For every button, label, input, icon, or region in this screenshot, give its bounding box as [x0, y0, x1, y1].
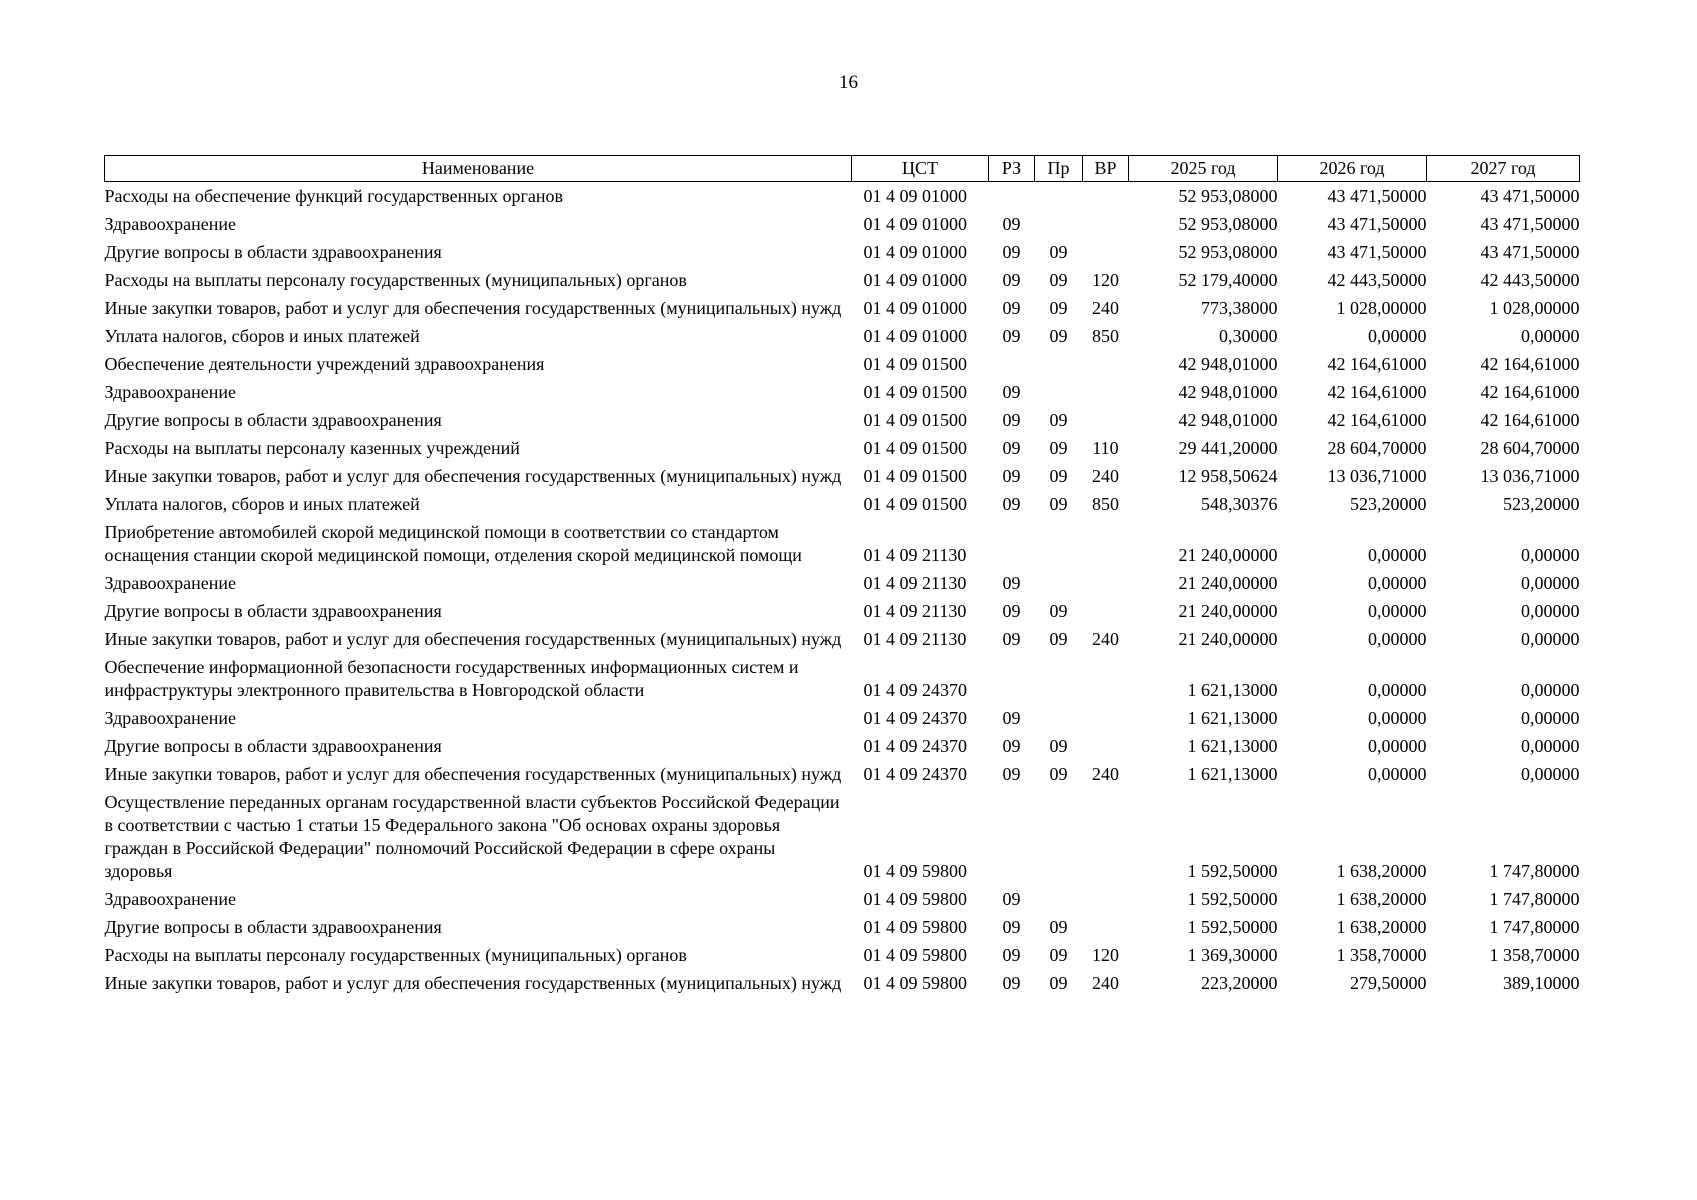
row-rz: 09 [1002, 764, 1021, 784]
row-value-2027: 1 747,80000 [1489, 861, 1580, 881]
row-cst: 01 4 09 24370 [863, 764, 967, 784]
row-value-2027: 42 164,61000 [1480, 382, 1580, 402]
table-row [105, 885, 1580, 913]
budget-table [104, 155, 1580, 997]
row-name: Другие вопросы в области здравоохранения [104, 410, 442, 430]
row-value-2027: 42 164,61000 [1480, 410, 1580, 430]
row-pr: 09 [1049, 601, 1068, 621]
row-value-2025: 773,38000 [1201, 298, 1278, 318]
row-value-2027: 0,00000 [1521, 601, 1580, 621]
row-vr [1083, 406, 1129, 434]
row-pr: 09 [1049, 438, 1068, 458]
row-name: Уплата налогов, сборов и иных платежей [104, 494, 420, 514]
row-value-2025: 21 240,00000 [1178, 573, 1278, 593]
row-value-2026: 43 471,50000 [1327, 186, 1427, 206]
row-name: Другие вопросы в области здравоохранения [104, 917, 442, 937]
table-row [105, 941, 1580, 969]
row-rz [989, 182, 1035, 211]
row-rz: 09 [1002, 736, 1021, 756]
table-row [105, 462, 1580, 490]
row-rz [989, 653, 1035, 704]
row-value-2025: 42 948,01000 [1178, 354, 1278, 374]
row-name: Здравоохранение [104, 382, 237, 402]
row-pr [1035, 885, 1083, 913]
table-row [105, 210, 1580, 238]
row-value-2025: 52 953,08000 [1178, 242, 1278, 262]
row-rz: 09 [1002, 601, 1021, 621]
table-row [105, 653, 1580, 704]
row-vr: 120 [1092, 945, 1119, 965]
row-vr [1083, 518, 1129, 569]
row-vr [1083, 788, 1129, 885]
row-value-2025: 12 958,50624 [1178, 466, 1278, 486]
row-pr [1035, 182, 1083, 211]
row-name: Расходы на выплаты персоналу казенных учреждений [104, 438, 520, 458]
row-pr [1035, 569, 1083, 597]
page-number: 16 [839, 72, 858, 93]
row-name: Здравоохранение [104, 708, 237, 728]
row-value-2026: 42 164,61000 [1327, 410, 1427, 430]
row-cst: 01 4 09 24370 [863, 680, 967, 700]
row-rz: 09 [1002, 573, 1021, 593]
row-cst: 01 4 09 59800 [863, 889, 967, 909]
row-value-2027: 28 604,70000 [1480, 438, 1580, 458]
row-value-2025: 548,30376 [1201, 494, 1278, 514]
row-value-2025: 1 621,13000 [1187, 764, 1278, 784]
row-value-2025: 1 592,50000 [1187, 889, 1278, 909]
row-pr: 09 [1049, 326, 1068, 346]
row-value-2027: 0,00000 [1521, 326, 1580, 346]
row-vr [1083, 597, 1129, 625]
row-pr: 09 [1049, 917, 1068, 937]
row-value-2027: 1 747,80000 [1489, 917, 1580, 937]
row-vr [1083, 732, 1129, 760]
row-value-2027: 0,00000 [1521, 573, 1580, 593]
row-cst: 01 4 09 01500 [863, 466, 967, 486]
row-pr [1035, 518, 1083, 569]
header-name: Наименование [105, 156, 852, 182]
row-vr [1083, 913, 1129, 941]
row-rz [989, 788, 1035, 885]
table-row [105, 732, 1580, 760]
row-name: Здравоохранение [104, 889, 237, 909]
row-rz [989, 350, 1035, 378]
row-cst: 01 4 09 01000 [863, 242, 967, 262]
row-rz: 09 [1002, 214, 1021, 234]
row-pr: 09 [1049, 298, 1068, 318]
row-rz: 09 [1002, 945, 1021, 965]
row-vr [1083, 885, 1129, 913]
row-cst: 01 4 09 01500 [863, 410, 967, 430]
row-value-2026: 1 028,00000 [1336, 298, 1427, 318]
row-rz: 09 [1002, 629, 1021, 649]
row-name: Обеспечение информационной безопасности государственных информационных систем и инфраструктуры электронного правительства в Новгородской области [104, 657, 799, 700]
row-cst: 01 4 09 01500 [863, 354, 967, 374]
table-row [105, 625, 1580, 653]
row-cst: 01 4 09 21130 [863, 601, 967, 621]
row-name: Иные закупки товаров, работ и услуг для обеспечения государственных (муниципальных) нужд [104, 764, 842, 784]
row-pr [1035, 350, 1083, 378]
row-vr: 240 [1092, 973, 1119, 993]
row-cst: 01 4 09 21130 [863, 545, 967, 565]
table-row [105, 238, 1580, 266]
header-2026: 2026 год [1278, 156, 1427, 182]
row-rz: 09 [1002, 973, 1021, 993]
row-pr [1035, 704, 1083, 732]
row-value-2026: 0,00000 [1368, 629, 1427, 649]
row-pr: 09 [1049, 629, 1068, 649]
header-2027: 2027 год [1427, 156, 1580, 182]
row-value-2026: 1 638,20000 [1336, 889, 1427, 909]
row-cst: 01 4 09 01500 [863, 382, 967, 402]
row-value-2025: 223,20000 [1201, 973, 1278, 993]
row-value-2027: 1 747,80000 [1489, 889, 1580, 909]
row-rz: 09 [1002, 917, 1021, 937]
row-vr [1083, 569, 1129, 597]
row-cst: 01 4 09 59800 [863, 861, 967, 881]
header-cst: ЦСТ [852, 156, 989, 182]
row-value-2026: 0,00000 [1368, 680, 1427, 700]
row-name: Приобретение автомобилей скорой медицинской помощи в соответствии со стандартом оснащения станции скорой медицинской помощи, отделения скорой медицинской помощи [104, 522, 802, 565]
row-rz: 09 [1002, 889, 1021, 909]
row-value-2025: 0,30000 [1219, 326, 1278, 346]
row-vr [1083, 210, 1129, 238]
row-value-2027: 0,00000 [1521, 736, 1580, 756]
row-value-2025: 52 953,08000 [1178, 214, 1278, 234]
row-name: Расходы на выплаты персоналу государственных (муниципальных) органов [104, 270, 687, 290]
row-value-2027: 43 471,50000 [1480, 186, 1580, 206]
row-value-2026: 1 638,20000 [1336, 861, 1427, 881]
row-vr [1083, 378, 1129, 406]
row-cst: 01 4 09 01500 [863, 494, 967, 514]
row-value-2025: 1 621,13000 [1187, 708, 1278, 728]
row-rz: 09 [1002, 382, 1021, 402]
row-rz: 09 [1002, 242, 1021, 262]
row-value-2025: 21 240,00000 [1178, 629, 1278, 649]
row-value-2026: 0,00000 [1368, 601, 1427, 621]
row-value-2025: 1 621,13000 [1187, 680, 1278, 700]
table-row [105, 490, 1580, 518]
row-vr: 850 [1092, 494, 1119, 514]
row-pr: 09 [1049, 494, 1068, 514]
table-row [105, 434, 1580, 462]
row-vr [1083, 653, 1129, 704]
row-name: Иные закупки товаров, работ и услуг для обеспечения государственных (муниципальных) нужд [104, 466, 842, 486]
table-row [105, 182, 1580, 211]
row-value-2025: 42 948,01000 [1178, 382, 1278, 402]
row-value-2027: 0,00000 [1521, 764, 1580, 784]
table-row [105, 913, 1580, 941]
row-rz: 09 [1002, 326, 1021, 346]
row-value-2026: 0,00000 [1368, 573, 1427, 593]
row-vr: 240 [1092, 298, 1119, 318]
row-value-2026: 42 164,61000 [1327, 354, 1427, 374]
row-cst: 01 4 09 01000 [863, 326, 967, 346]
row-value-2027: 0,00000 [1521, 545, 1580, 565]
row-value-2025: 29 441,20000 [1178, 438, 1278, 458]
table-header [105, 156, 1580, 182]
row-pr: 09 [1049, 242, 1068, 262]
row-cst: 01 4 09 01000 [863, 270, 967, 290]
header-2025: 2025 год [1129, 156, 1278, 182]
row-pr: 09 [1049, 764, 1068, 784]
row-value-2027: 13 036,71000 [1480, 466, 1580, 486]
row-cst: 01 4 09 01000 [863, 186, 967, 206]
row-cst: 01 4 09 59800 [863, 945, 967, 965]
row-cst: 01 4 09 24370 [863, 708, 967, 728]
row-value-2025: 1 369,30000 [1187, 945, 1278, 965]
table-row [105, 266, 1580, 294]
table-row [105, 350, 1580, 378]
row-value-2025: 1 621,13000 [1187, 736, 1278, 756]
row-rz: 09 [1002, 466, 1021, 486]
row-value-2026: 1 358,70000 [1336, 945, 1427, 965]
row-value-2025: 21 240,00000 [1178, 601, 1278, 621]
row-value-2026: 42 164,61000 [1327, 382, 1427, 402]
row-value-2025: 52 953,08000 [1178, 186, 1278, 206]
row-pr [1035, 378, 1083, 406]
row-pr [1035, 653, 1083, 704]
row-vr: 120 [1092, 270, 1119, 290]
row-value-2027: 1 028,00000 [1489, 298, 1580, 318]
row-value-2026: 13 036,71000 [1327, 466, 1427, 486]
row-value-2026: 0,00000 [1368, 708, 1427, 728]
row-value-2026: 523,20000 [1350, 494, 1427, 514]
row-value-2027: 0,00000 [1521, 708, 1580, 728]
row-vr [1083, 350, 1129, 378]
row-name: Здравоохранение [104, 214, 237, 234]
table-row [105, 322, 1580, 350]
row-value-2027: 43 471,50000 [1480, 242, 1580, 262]
row-value-2025: 1 592,50000 [1187, 917, 1278, 937]
row-rz [989, 518, 1035, 569]
row-vr [1083, 704, 1129, 732]
row-vr [1083, 182, 1129, 211]
row-pr [1035, 210, 1083, 238]
row-name: Иные закупки товаров, работ и услуг для обеспечения государственных (муниципальных) нужд [104, 629, 842, 649]
row-value-2027: 389,10000 [1503, 973, 1580, 993]
row-name: Другие вопросы в области здравоохранения [104, 736, 442, 756]
row-value-2026: 0,00000 [1368, 545, 1427, 565]
row-value-2025: 1 592,50000 [1187, 861, 1278, 881]
row-value-2026: 43 471,50000 [1327, 242, 1427, 262]
row-value-2025: 21 240,00000 [1178, 545, 1278, 565]
row-name: Расходы на обеспечение функций государственных органов [104, 186, 563, 206]
row-pr: 09 [1049, 945, 1068, 965]
row-value-2027: 1 358,70000 [1489, 945, 1580, 965]
row-name: Обеспечение деятельности учреждений здравоохранения [104, 354, 545, 374]
table-row [105, 704, 1580, 732]
row-vr: 240 [1092, 764, 1119, 784]
row-value-2027: 42 164,61000 [1480, 354, 1580, 374]
row-cst: 01 4 09 01500 [863, 438, 967, 458]
table-row [105, 760, 1580, 788]
header-vr: ВР [1083, 156, 1129, 182]
row-vr: 240 [1092, 466, 1119, 486]
row-pr [1035, 788, 1083, 885]
row-vr [1083, 238, 1129, 266]
row-vr: 850 [1092, 326, 1119, 346]
row-pr: 09 [1049, 736, 1068, 756]
table-row [105, 969, 1580, 997]
row-value-2027: 523,20000 [1503, 494, 1580, 514]
table-row [105, 597, 1580, 625]
row-value-2026: 0,00000 [1368, 326, 1427, 346]
table-row [105, 788, 1580, 885]
row-value-2025: 52 179,40000 [1178, 270, 1278, 290]
row-value-2025: 42 948,01000 [1178, 410, 1278, 430]
table-row [105, 569, 1580, 597]
row-value-2026: 0,00000 [1368, 764, 1427, 784]
row-name: Другие вопросы в области здравоохранения [104, 601, 442, 621]
row-cst: 01 4 09 24370 [863, 736, 967, 756]
header-rz: РЗ [989, 156, 1035, 182]
row-value-2026: 0,00000 [1368, 736, 1427, 756]
row-pr: 09 [1049, 973, 1068, 993]
table-row [105, 294, 1580, 322]
row-name: Иные закупки товаров, работ и услуг для обеспечения государственных (муниципальных) нужд [104, 973, 842, 993]
table-row [105, 518, 1580, 569]
table-row [105, 406, 1580, 434]
row-pr: 09 [1049, 270, 1068, 290]
row-rz: 09 [1002, 298, 1021, 318]
row-rz: 09 [1002, 270, 1021, 290]
row-name: Другие вопросы в области здравоохранения [104, 242, 442, 262]
row-vr: 110 [1092, 438, 1119, 458]
row-pr: 09 [1049, 410, 1068, 430]
header-row [105, 156, 1580, 182]
table-row [105, 378, 1580, 406]
row-cst: 01 4 09 59800 [863, 917, 967, 937]
row-value-2026: 279,50000 [1350, 973, 1427, 993]
row-cst: 01 4 09 21130 [863, 573, 967, 593]
row-name: Здравоохранение [104, 573, 237, 593]
row-value-2026: 42 443,50000 [1327, 270, 1427, 290]
table-body [105, 182, 1580, 998]
row-name: Осуществление переданных органам государственной власти субъектов Российской Федерации в соответствии с частью 1 статьи 15 Федерального закона "Об основах охраны здоровья граждан в Российской Федерации" полномочий Российской Федерации в сфере охраны здоровья [104, 792, 840, 881]
row-name: Расходы на выплаты персоналу государственных (муниципальных) органов [104, 945, 687, 965]
row-value-2027: 42 443,50000 [1480, 270, 1580, 290]
row-rz: 09 [1002, 410, 1021, 430]
header-pr: Пр [1035, 156, 1083, 182]
row-cst: 01 4 09 59800 [863, 973, 967, 993]
row-cst: 01 4 09 01000 [863, 214, 967, 234]
row-rz: 09 [1002, 438, 1021, 458]
row-value-2026: 1 638,20000 [1336, 917, 1427, 937]
row-cst: 01 4 09 01000 [863, 298, 967, 318]
row-value-2027: 0,00000 [1521, 680, 1580, 700]
row-pr: 09 [1049, 466, 1068, 486]
row-value-2027: 43 471,50000 [1480, 214, 1580, 234]
row-rz: 09 [1002, 494, 1021, 514]
row-vr: 240 [1092, 629, 1119, 649]
row-name: Иные закупки товаров, работ и услуг для обеспечения государственных (муниципальных) нужд [104, 298, 842, 318]
row-value-2026: 43 471,50000 [1327, 214, 1427, 234]
row-value-2027: 0,00000 [1521, 629, 1580, 649]
row-rz: 09 [1002, 708, 1021, 728]
row-cst: 01 4 09 21130 [863, 629, 967, 649]
row-value-2026: 28 604,70000 [1327, 438, 1427, 458]
row-name: Уплата налогов, сборов и иных платежей [104, 326, 420, 346]
